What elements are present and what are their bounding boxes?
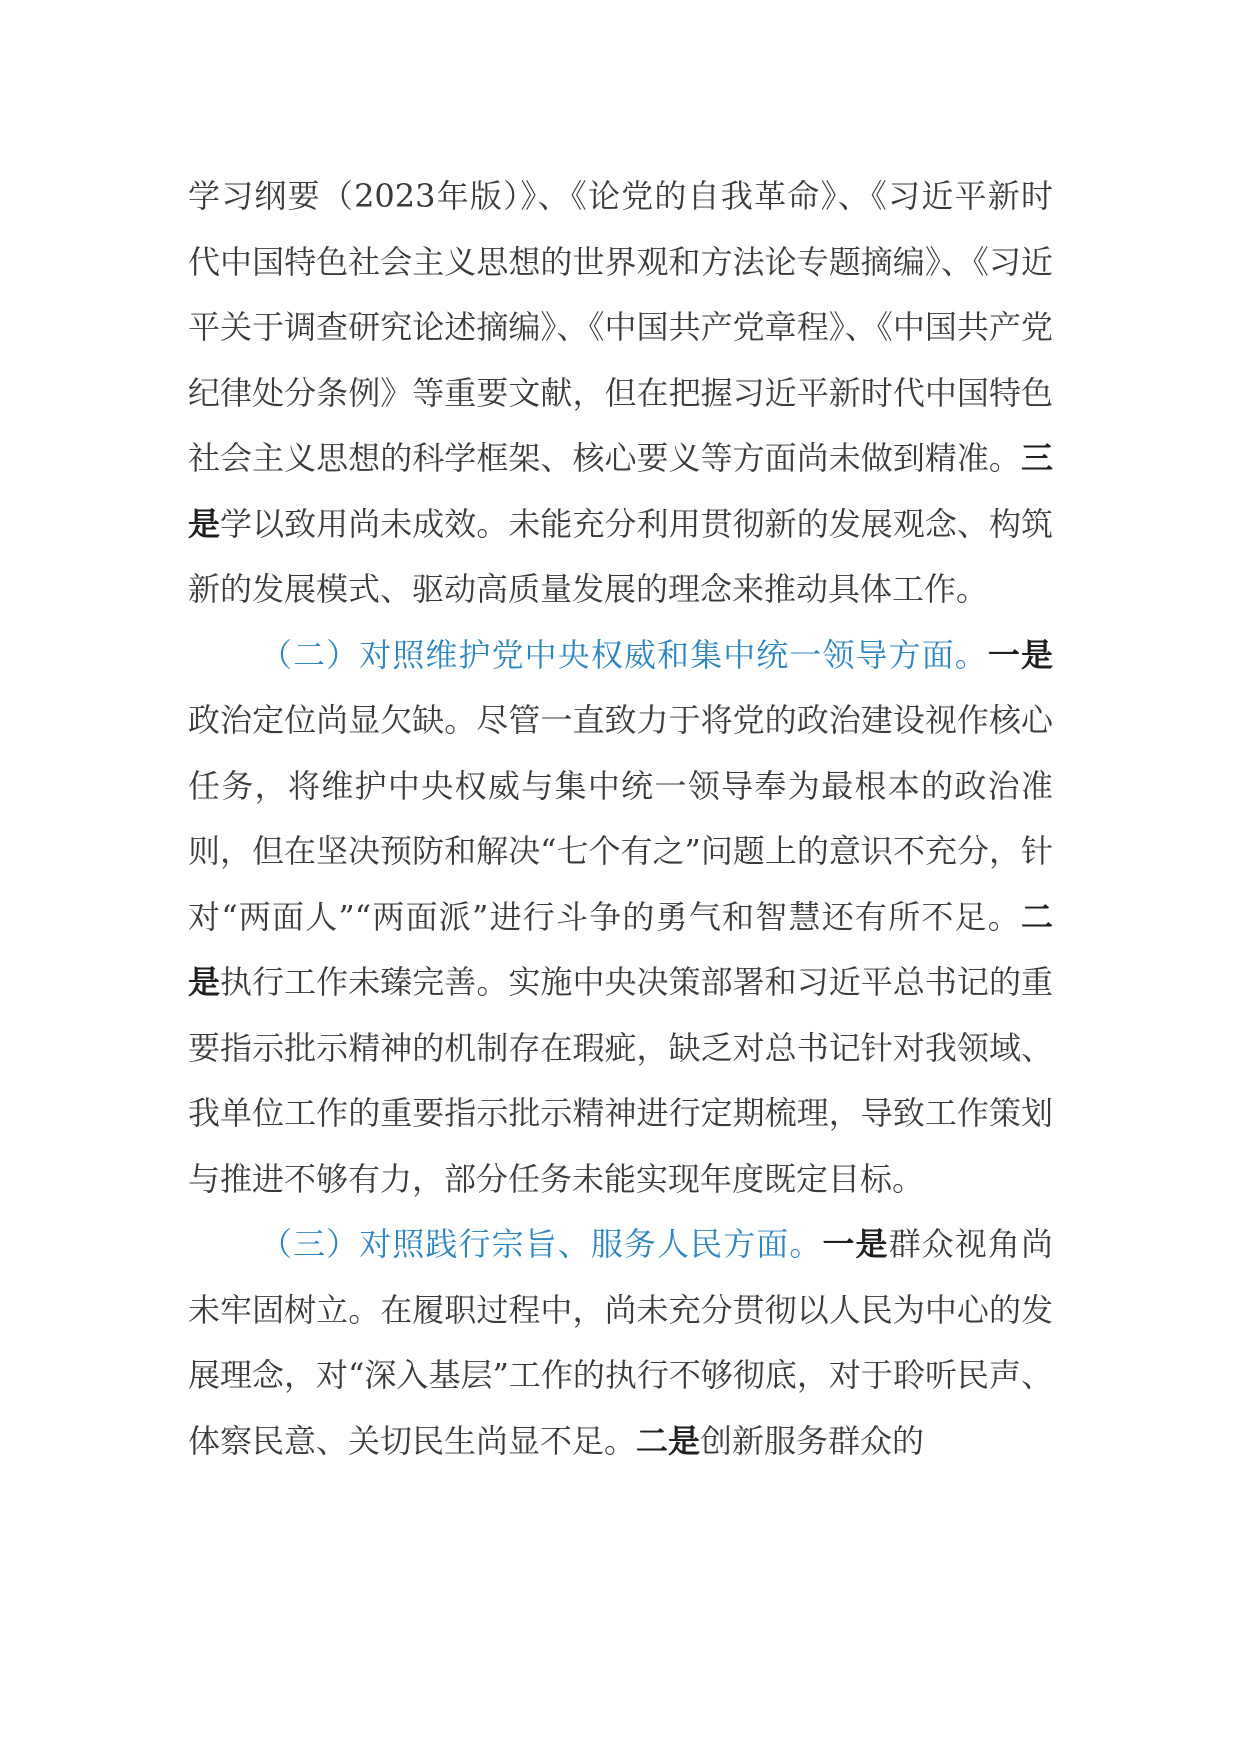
body-text: 学习纲要（2023年版）》、《论党的自我革命》、《习近平新时代中国特色社会主义思想的世界观和方法论专题摘编》、《习近平关于调查研究论述摘编》、《中国共产党章程》、《中国共产党纪律处分条例》等重要文献，但在把握习近平新时代中国特色社会主义思想的科学框架、核心要义等方面尚未做到精准。 <box>188 177 1053 477</box>
paragraph-section-three <box>188 1212 1053 1474</box>
paragraph-study-summary <box>188 164 1053 623</box>
emphasis-label: 二是 <box>636 1421 701 1460</box>
body-text: 政治定位尚显欠缺。尽管一直致力于将党的政治建设视作核心任务，将维护中央权威与集中统一领导奉为最根本的政治准则，但在坚决预防和解决“七个有之”问题上的意识不充分，针对“两面人”“两面派”进行斗争的勇气和智慧还有所不足。 <box>188 701 1053 936</box>
emphasis-label: 一是 <box>987 635 1053 674</box>
document-body <box>188 164 1053 1474</box>
paragraph-section-two <box>188 623 1053 1213</box>
emphasis-label: 二是 <box>188 897 1053 1001</box>
body-text: 群众视角尚未牢固树立。在履职过程中，尚未充分贯彻以人民为中心的发展理念，对“深入基层”工作的执行不够彻底，对于聆听民声、体察民意、关切民生尚显不足。 <box>188 1225 1053 1460</box>
emphasis-label: 三是 <box>188 439 1053 543</box>
body-text: 学以致用尚未成效。未能充分利用贯彻新的发展观念、构筑新的发展模式、驱动高质量发展的理念来推动具体工作。 <box>188 504 1053 608</box>
emphasis-label: 一是 <box>822 1225 889 1263</box>
body-text: 执行工作未臻完善。实施中央决策部署和习近平总书记的重要指示批示精神的机制存在瑕疵，缺乏对总书记针对我领域、我单位工作的重要指示批示精神进行定期梳理，导致工作策划与推进不够有力，部分任务未能实现年度既定目标。 <box>188 963 1053 1198</box>
body-text: 创新服务群众的 <box>700 1421 925 1460</box>
section-heading: （三）对照践行宗旨、服务人民方面。 <box>260 1225 823 1263</box>
section-heading: （二）对照维护党中央权威和集中统一领导方面。 <box>260 635 988 674</box>
